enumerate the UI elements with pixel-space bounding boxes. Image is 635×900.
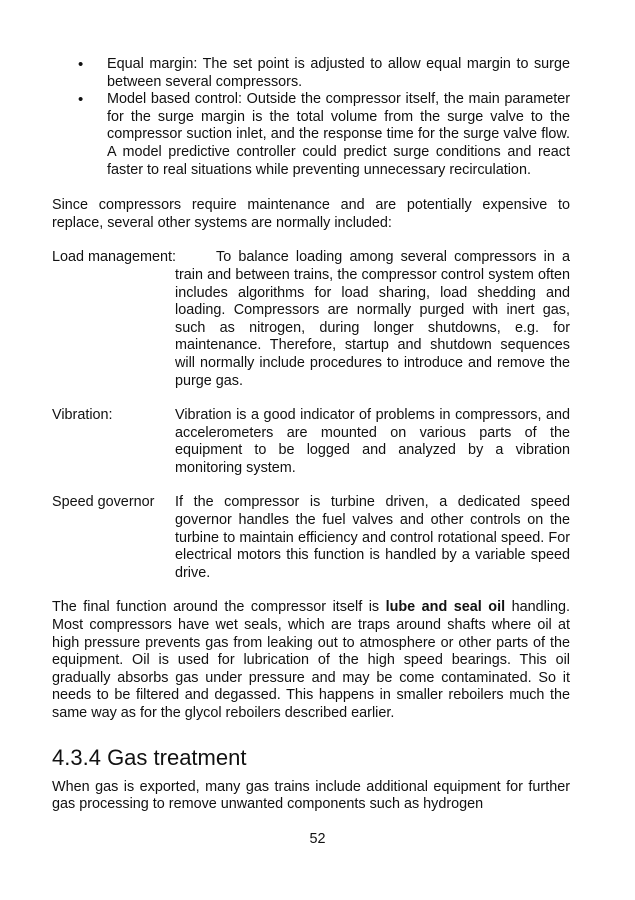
- final-text-before: The final function around the compressor itself is: [52, 599, 386, 616]
- bullet-list: [52, 56, 570, 179]
- desc-speed-governor: If the compressor is turbine driven, a dedicated speed governor handles the fuel valves and other controls on the turbine to maintain efficiency and control rotational speed. For electrical motors this function is handled by a variable speed drive.: [175, 494, 570, 581]
- page-body: [52, 56, 570, 814]
- definition-load-management: [52, 249, 570, 390]
- bullet-equal-margin: • Equal margin: The set point is adjusted to allow equal margin to surge between several compressors.: [52, 56, 570, 91]
- desc-vibration: Vibration is a good indicator of problems in compressors, and accelerometers are mounted on various parts of the equipment to be logged and analyzed by a vibration monitoring system.: [175, 407, 570, 476]
- desc-load-management: train and between trains, the compressor control system often includes algorithms for load sharing, load shedding and loading. Compressors are normally purged with inert gas, such as nitrogen, during longer shutdowns, e.g. for maintenance. Therefore, startup and shutdown sequences will normally include procedures to introduce and remove the purge gas.: [175, 266, 570, 389]
- section-number: 4.3.4: [52, 744, 101, 770]
- term-speed-governor: Speed governor: [52, 494, 155, 511]
- lube-seal-oil-paragraph: [52, 599, 570, 722]
- final-text-bold: lube and seal oil: [385, 599, 506, 616]
- intro-paragraph: Since compressors require maintenance and are potentially expensive to replace, several other systems are normally included:: [52, 197, 570, 231]
- definition-vibration: [52, 407, 570, 477]
- definition-list: [52, 249, 570, 582]
- page-number: 52: [309, 831, 326, 847]
- desc-load-management-lead: To balance loading among several compressors in a: [216, 249, 570, 266]
- definition-speed-governor: [52, 494, 570, 582]
- final-text-after: handling. Most compressors have wet seals, which are traps around shafts where oil at high pressure prevents gas from leaking out to atmosphere or other parts of the equipment. Oil is used for lubrication of the high speed bearings. This oil gradually absorbs gas under pressure and may be come contaminated. So it needs to be filtered and degassed. This happens in smaller reboilers much the same way as for the glycol reboilers described earlier.: [52, 599, 570, 721]
- section-paragraph: When gas is exported, many gas trains include additional equipment for further gas processing to remove unwanted components such as hydrogen: [52, 778, 570, 813]
- term-vibration: Vibration:: [52, 407, 113, 424]
- section-heading: [52, 745, 570, 771]
- section-title: Gas treatment: [107, 744, 247, 770]
- bullet-model-based-control: • Model based control: Outside the compressor itself, the main parameter for the surge margin is the total volume from the surge valve to the compressor suction inlet, and the response time for the surge valve flow. A model predictive controller could predict surge conditions and react faster to real situations while preventing unnecessary recirculation.: [52, 91, 570, 179]
- term-load-management: Load management:: [52, 249, 177, 266]
